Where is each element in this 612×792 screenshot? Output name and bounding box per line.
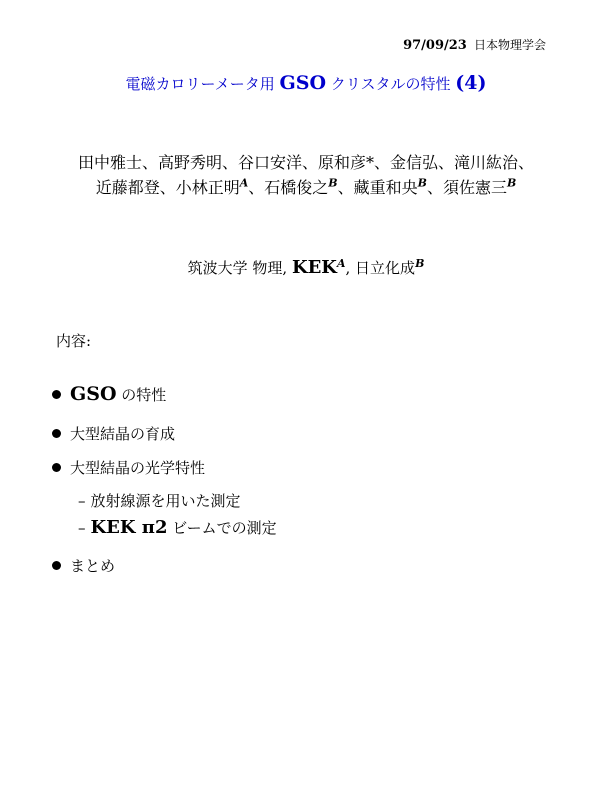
- list-item: [52, 457, 205, 478]
- title-prefix: 電磁カロリーメータ用: [125, 75, 280, 93]
- sub-list-item-emphasis: KEK π2: [90, 517, 168, 538]
- author-group: 近藤都登、小林正明: [95, 178, 240, 197]
- affiliation-mark: B: [417, 176, 427, 190]
- affiliation-university: 筑波大学 物理: [187, 259, 283, 277]
- sub-list-item-text: ビームでの測定: [167, 519, 277, 537]
- affiliation-separator: ,: [345, 259, 356, 277]
- dash-icon: –: [78, 492, 86, 510]
- bullet-icon: [52, 463, 61, 472]
- sub-list-item: [78, 517, 277, 538]
- contents-heading: 内容:: [56, 332, 92, 350]
- author-group: 、須佐憲三: [426, 178, 507, 197]
- header-date: [403, 36, 546, 53]
- author-group: 、石橋俊之: [248, 178, 329, 197]
- title-material: GSO: [279, 72, 327, 94]
- affiliation-kek: KEK: [291, 257, 337, 278]
- list-item-emphasis: GSO: [70, 383, 117, 405]
- list-item: [52, 555, 115, 576]
- affiliation-hitachi: 日立化成: [355, 259, 416, 277]
- conference-name: 日本物理学会: [473, 38, 546, 52]
- affiliation-mark: B: [415, 257, 425, 270]
- affiliation-separator: ,: [282, 259, 292, 277]
- sub-list-item: [78, 490, 241, 511]
- sub-list-item-text: 放射線源を用いた測定: [90, 492, 241, 510]
- title-middle: クリスタルの特性: [326, 75, 456, 93]
- affiliation-mark: B: [328, 176, 338, 190]
- affiliation-mark: A: [239, 176, 249, 190]
- title-number: (4): [455, 72, 487, 94]
- list-item: [52, 383, 166, 405]
- list-item: [52, 423, 175, 444]
- authors-line-1: 田中雅士、高野秀明、谷口安洋、原和彦*、金信弘、滝川紘治、: [77, 153, 534, 172]
- page-title: [0, 72, 612, 94]
- bullet-icon: [52, 390, 61, 399]
- bullet-icon: [52, 429, 61, 438]
- list-item-text: まとめ: [70, 557, 116, 575]
- list-item-text: 大型結晶の育成: [70, 425, 176, 443]
- affiliations: [0, 257, 612, 278]
- affiliation-mark: B: [506, 176, 517, 190]
- list-item-text: の特性: [116, 386, 167, 404]
- list-item-text: 大型結晶の光学特性: [70, 459, 206, 477]
- authors-line-2: [0, 175, 612, 198]
- affiliation-mark: A: [336, 257, 346, 270]
- author-group: 、藏重和央: [337, 178, 418, 197]
- date-text: 97/09/23: [403, 38, 467, 53]
- bullet-icon: [52, 561, 61, 570]
- dash-icon: –: [78, 519, 86, 537]
